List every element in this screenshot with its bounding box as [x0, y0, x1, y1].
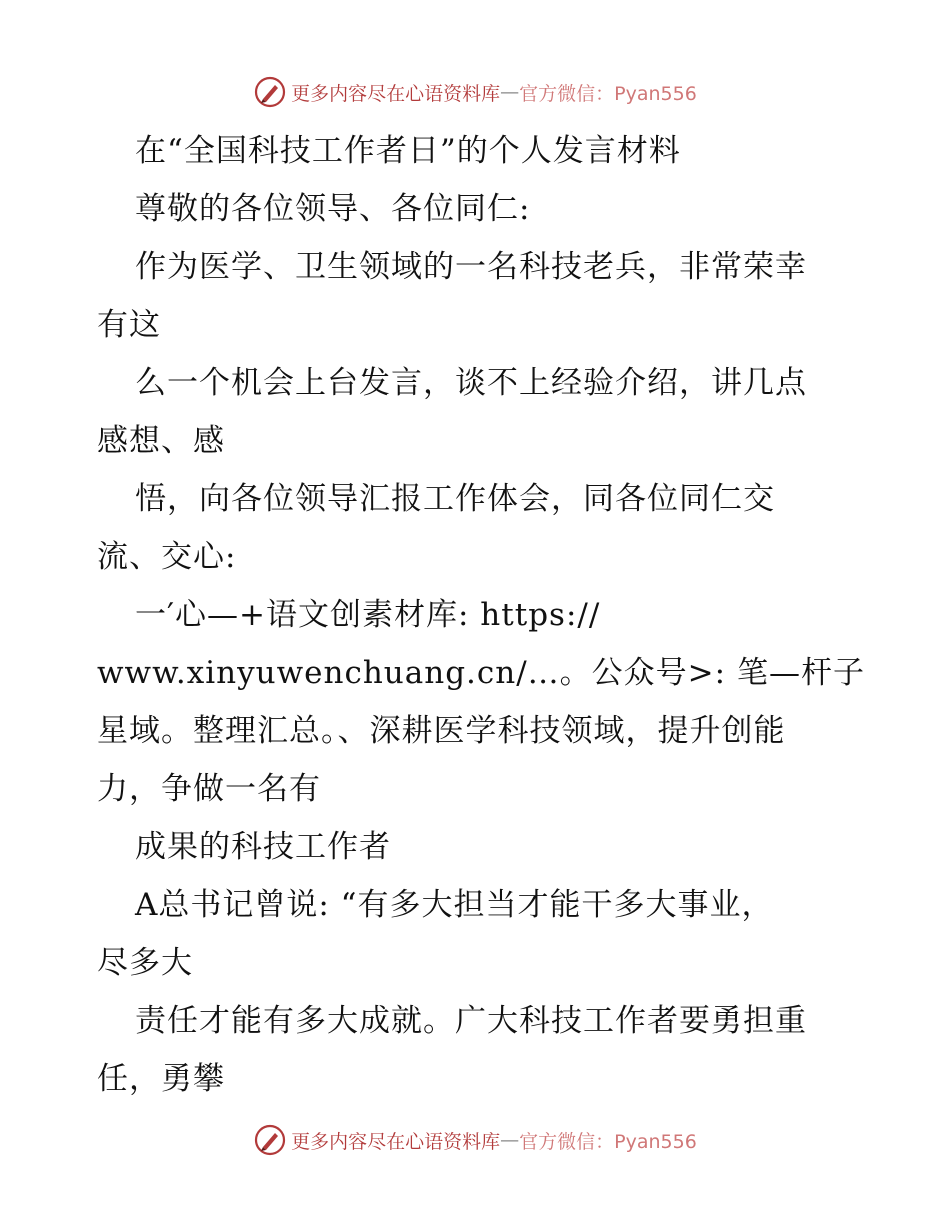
banner-slogan: 更多内容尽在心语资料库: [291, 82, 501, 105]
section-heading: 成果的科技工作者: [135, 829, 391, 865]
banner-separator: —: [500, 1129, 520, 1151]
banner-contact: 官方微信：Pyan556: [519, 1130, 697, 1153]
paragraph-line: 有这: [97, 307, 161, 343]
paragraph-line: 一′心—+语文创素材库: https://: [135, 597, 601, 633]
paragraph-line: A总书记曾说: “有多大担当才能干多大事业，: [135, 887, 774, 923]
document-body: [97, 122, 865, 1108]
paragraph-line: 星域。整理汇总。、深耕医学科技领域，提升创能: [97, 713, 786, 749]
paragraph-line: 感想、感: [97, 423, 225, 459]
paragraph-line: 任，勇攀: [97, 1061, 225, 1097]
paragraph-line: 尽多大: [97, 945, 193, 981]
salutation: 尊敬的各位领导、各位同仁:: [135, 191, 531, 227]
header-watermark-banner: [0, 72, 950, 112]
banner-slogan: 更多内容尽在心语资料库: [291, 1130, 501, 1153]
paragraph-line: www.xinyuwenchuang.cn/…。公众号>: 笔—杆子: [97, 655, 865, 691]
document-title: 在“全国科技工作者日”的个人发言材料: [135, 133, 681, 169]
banner-separator: —: [500, 81, 520, 103]
pen-logo-icon: [253, 75, 287, 109]
banner-contact: 官方微信：Pyan556: [519, 82, 697, 105]
paragraph-line: 作为医学、卫生领域的一名科技老兵，非常荣幸: [135, 249, 807, 285]
footer-watermark-banner: [0, 1120, 950, 1160]
paragraph-line: 流、交心:: [97, 539, 237, 575]
paragraph-line: 力，争做一名有: [97, 771, 321, 807]
paragraph-line: 么一个机会上台发言，谈不上经验介绍，讲几点: [135, 365, 807, 401]
paragraph-line: 悟，向各位领导汇报工作体会，同各位同仁交: [135, 481, 775, 517]
pen-logo-icon: [253, 1123, 287, 1157]
paragraph-line: 责任才能有多大成就。广大科技工作者要勇担重: [135, 1003, 807, 1039]
